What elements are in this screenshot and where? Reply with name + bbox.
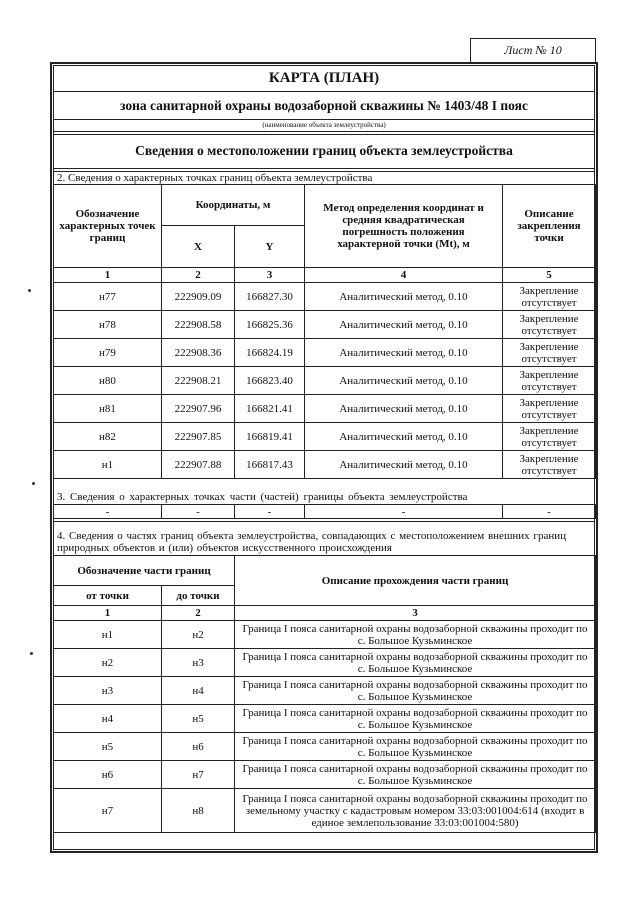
- from-point: н2: [54, 649, 162, 677]
- col-number: 3: [235, 268, 305, 283]
- table-row: [54, 283, 596, 311]
- table-row: [54, 677, 596, 705]
- table-row: [54, 311, 596, 339]
- point-id: н82: [54, 423, 162, 451]
- method: Аналитический метод, 0.10: [305, 423, 503, 451]
- method: Аналитический метод, 0.10: [305, 367, 503, 395]
- col-number: 5: [503, 268, 596, 283]
- point-id: н81: [54, 395, 162, 423]
- table-row: [54, 367, 596, 395]
- empty-cell: -: [162, 505, 235, 519]
- coord-x: 222908.21: [162, 367, 235, 395]
- col-number: 1: [54, 606, 162, 621]
- table-row: [54, 733, 596, 761]
- table-row: [54, 649, 596, 677]
- table-row: [54, 451, 596, 479]
- margin-dot: [32, 482, 35, 485]
- coord-x: 222909.09: [162, 283, 235, 311]
- margin-dot: [28, 289, 31, 292]
- header-to: до точки: [162, 586, 235, 606]
- section4-title: 4. Сведения о частях границ объекта землеустройства, совпадающих с местоположением внешних границ природных объектов и (или) объектов искусственного происхождения: [57, 530, 566, 554]
- header-designation: Обозначение характерных точек границ: [54, 185, 162, 268]
- to-point: н7: [162, 761, 235, 789]
- to-point: н8: [162, 789, 235, 833]
- method: Аналитический метод, 0.10: [305, 339, 503, 367]
- part-description: Граница I пояса санитарной охраны водозаборной скважины проходит по с. Большое Кузьминское: [235, 705, 596, 733]
- from-point: н5: [54, 733, 162, 761]
- to-point: н4: [162, 677, 235, 705]
- col-number: 4: [305, 268, 503, 283]
- coord-y: 166825.36: [235, 311, 305, 339]
- point-id: н78: [54, 311, 162, 339]
- point-id: н80: [54, 367, 162, 395]
- part-description: Граница I пояса санитарной охраны водозаборной скважины проходит по с. Большое Кузьминское: [235, 677, 596, 705]
- part-description: Граница I пояса санитарной охраны водозаборной скважины проходит по с. Большое Кузьминское: [235, 733, 596, 761]
- fixing: Закрепление отсутствует: [503, 451, 596, 479]
- from-point: н1: [54, 621, 162, 649]
- coord-y: 166819.41: [235, 423, 305, 451]
- empty-cell: -: [305, 505, 503, 519]
- to-point: н5: [162, 705, 235, 733]
- to-point: н3: [162, 649, 235, 677]
- coord-y: 166821.41: [235, 395, 305, 423]
- coord-y: 166823.40: [235, 367, 305, 395]
- col-number: 3: [235, 606, 596, 621]
- coord-x: 222907.96: [162, 395, 235, 423]
- col-number: 1: [54, 268, 162, 283]
- header-method: Метод определения координат и средняя квадратическая погрешность положения характерной точки (Mt), м: [305, 185, 503, 268]
- fixing: Закрепление отсутствует: [503, 423, 596, 451]
- fixing: Закрепление отсутствует: [503, 367, 596, 395]
- object-name: зона санитарной охраны водозаборной скважины № 1403/48 I пояс: [120, 98, 528, 113]
- part-description: Граница I пояса санитарной охраны водозаборной скважины проходит по с. Большое Кузьминское: [235, 621, 596, 649]
- part-description: Граница I пояса санитарной охраны водозаборной скважины проходит по с. Большое Кузьминское: [235, 761, 596, 789]
- empty-cell: -: [235, 505, 305, 519]
- empty-cell: -: [503, 505, 596, 519]
- coord-y: 166827.30: [235, 283, 305, 311]
- page-title: КАРТА (ПЛАН): [268, 69, 380, 86]
- from-point: н3: [54, 677, 162, 705]
- table-row: [54, 621, 596, 649]
- from-point: н7: [54, 789, 162, 833]
- part-points-table: [53, 504, 596, 519]
- sheet-label: Лист № 10: [504, 42, 562, 57]
- part-description: Граница I пояса санитарной охраны водозаборной скважины проходит по земельному участку с кадастровым номером 33:03:001004:614 (входит в единое землепользование 33:03:001004:580): [235, 789, 596, 833]
- point-id: н1: [54, 451, 162, 479]
- header-coordinates: Координаты, м: [162, 185, 305, 226]
- method: Аналитический метод, 0.10: [305, 395, 503, 423]
- section3-title: 3. Сведения о характерных точках части (частей) границы объекта землеустройства: [57, 491, 468, 503]
- header-x: X: [162, 226, 235, 268]
- header-part-designation: Обозначение части границ: [54, 556, 235, 586]
- divider: [53, 168, 595, 169]
- divider: [53, 521, 595, 522]
- divider: [53, 91, 595, 92]
- coord-x: 222908.36: [162, 339, 235, 367]
- table-row: [54, 423, 596, 451]
- coord-x: 222908.58: [162, 311, 235, 339]
- method: Аналитический метод, 0.10: [305, 451, 503, 479]
- fixing: Закрепление отсутствует: [503, 339, 596, 367]
- header-description: Описание закрепления точки: [503, 185, 596, 268]
- col-number: 2: [162, 268, 235, 283]
- section2-title: 2. Сведения о характерных точках границ объекта землеустройства: [57, 172, 373, 184]
- divider: [53, 131, 595, 132]
- fixing: Закрепление отсутствует: [503, 311, 596, 339]
- method: Аналитический метод, 0.10: [305, 283, 503, 311]
- part-description: Граница I пояса санитарной охраны водозаборной скважины проходит по с. Большое Кузьминское: [235, 649, 596, 677]
- table-row: [54, 705, 596, 733]
- from-point: н6: [54, 761, 162, 789]
- points-table: [53, 184, 596, 479]
- coord-x: 222907.85: [162, 423, 235, 451]
- method: Аналитический метод, 0.10: [305, 311, 503, 339]
- header-from: от точки: [54, 586, 162, 606]
- header-y: Y: [235, 226, 305, 268]
- to-point: н6: [162, 733, 235, 761]
- table-row: [54, 339, 596, 367]
- boundary-parts-table: [53, 555, 596, 833]
- margin-dot: [30, 652, 33, 655]
- object-name-caption: (наименование объекта землеустройства): [262, 121, 386, 129]
- table-row: [54, 395, 596, 423]
- fixing: Закрепление отсутствует: [503, 395, 596, 423]
- table-row: [54, 789, 596, 833]
- col-number: 2: [162, 606, 235, 621]
- section-header: Сведения о местоположении границ объекта землеустройства: [135, 143, 513, 158]
- divider: [53, 134, 595, 135]
- coord-x: 222907.88: [162, 451, 235, 479]
- point-id: н77: [54, 283, 162, 311]
- to-point: н2: [162, 621, 235, 649]
- header-part-description: Описание прохождения части границ: [235, 556, 596, 606]
- fixing: Закрепление отсутствует: [503, 283, 596, 311]
- empty-cell: -: [54, 505, 162, 519]
- table-row: [54, 761, 596, 789]
- coord-y: 166824.19: [235, 339, 305, 367]
- coord-y: 166817.43: [235, 451, 305, 479]
- from-point: н4: [54, 705, 162, 733]
- point-id: н79: [54, 339, 162, 367]
